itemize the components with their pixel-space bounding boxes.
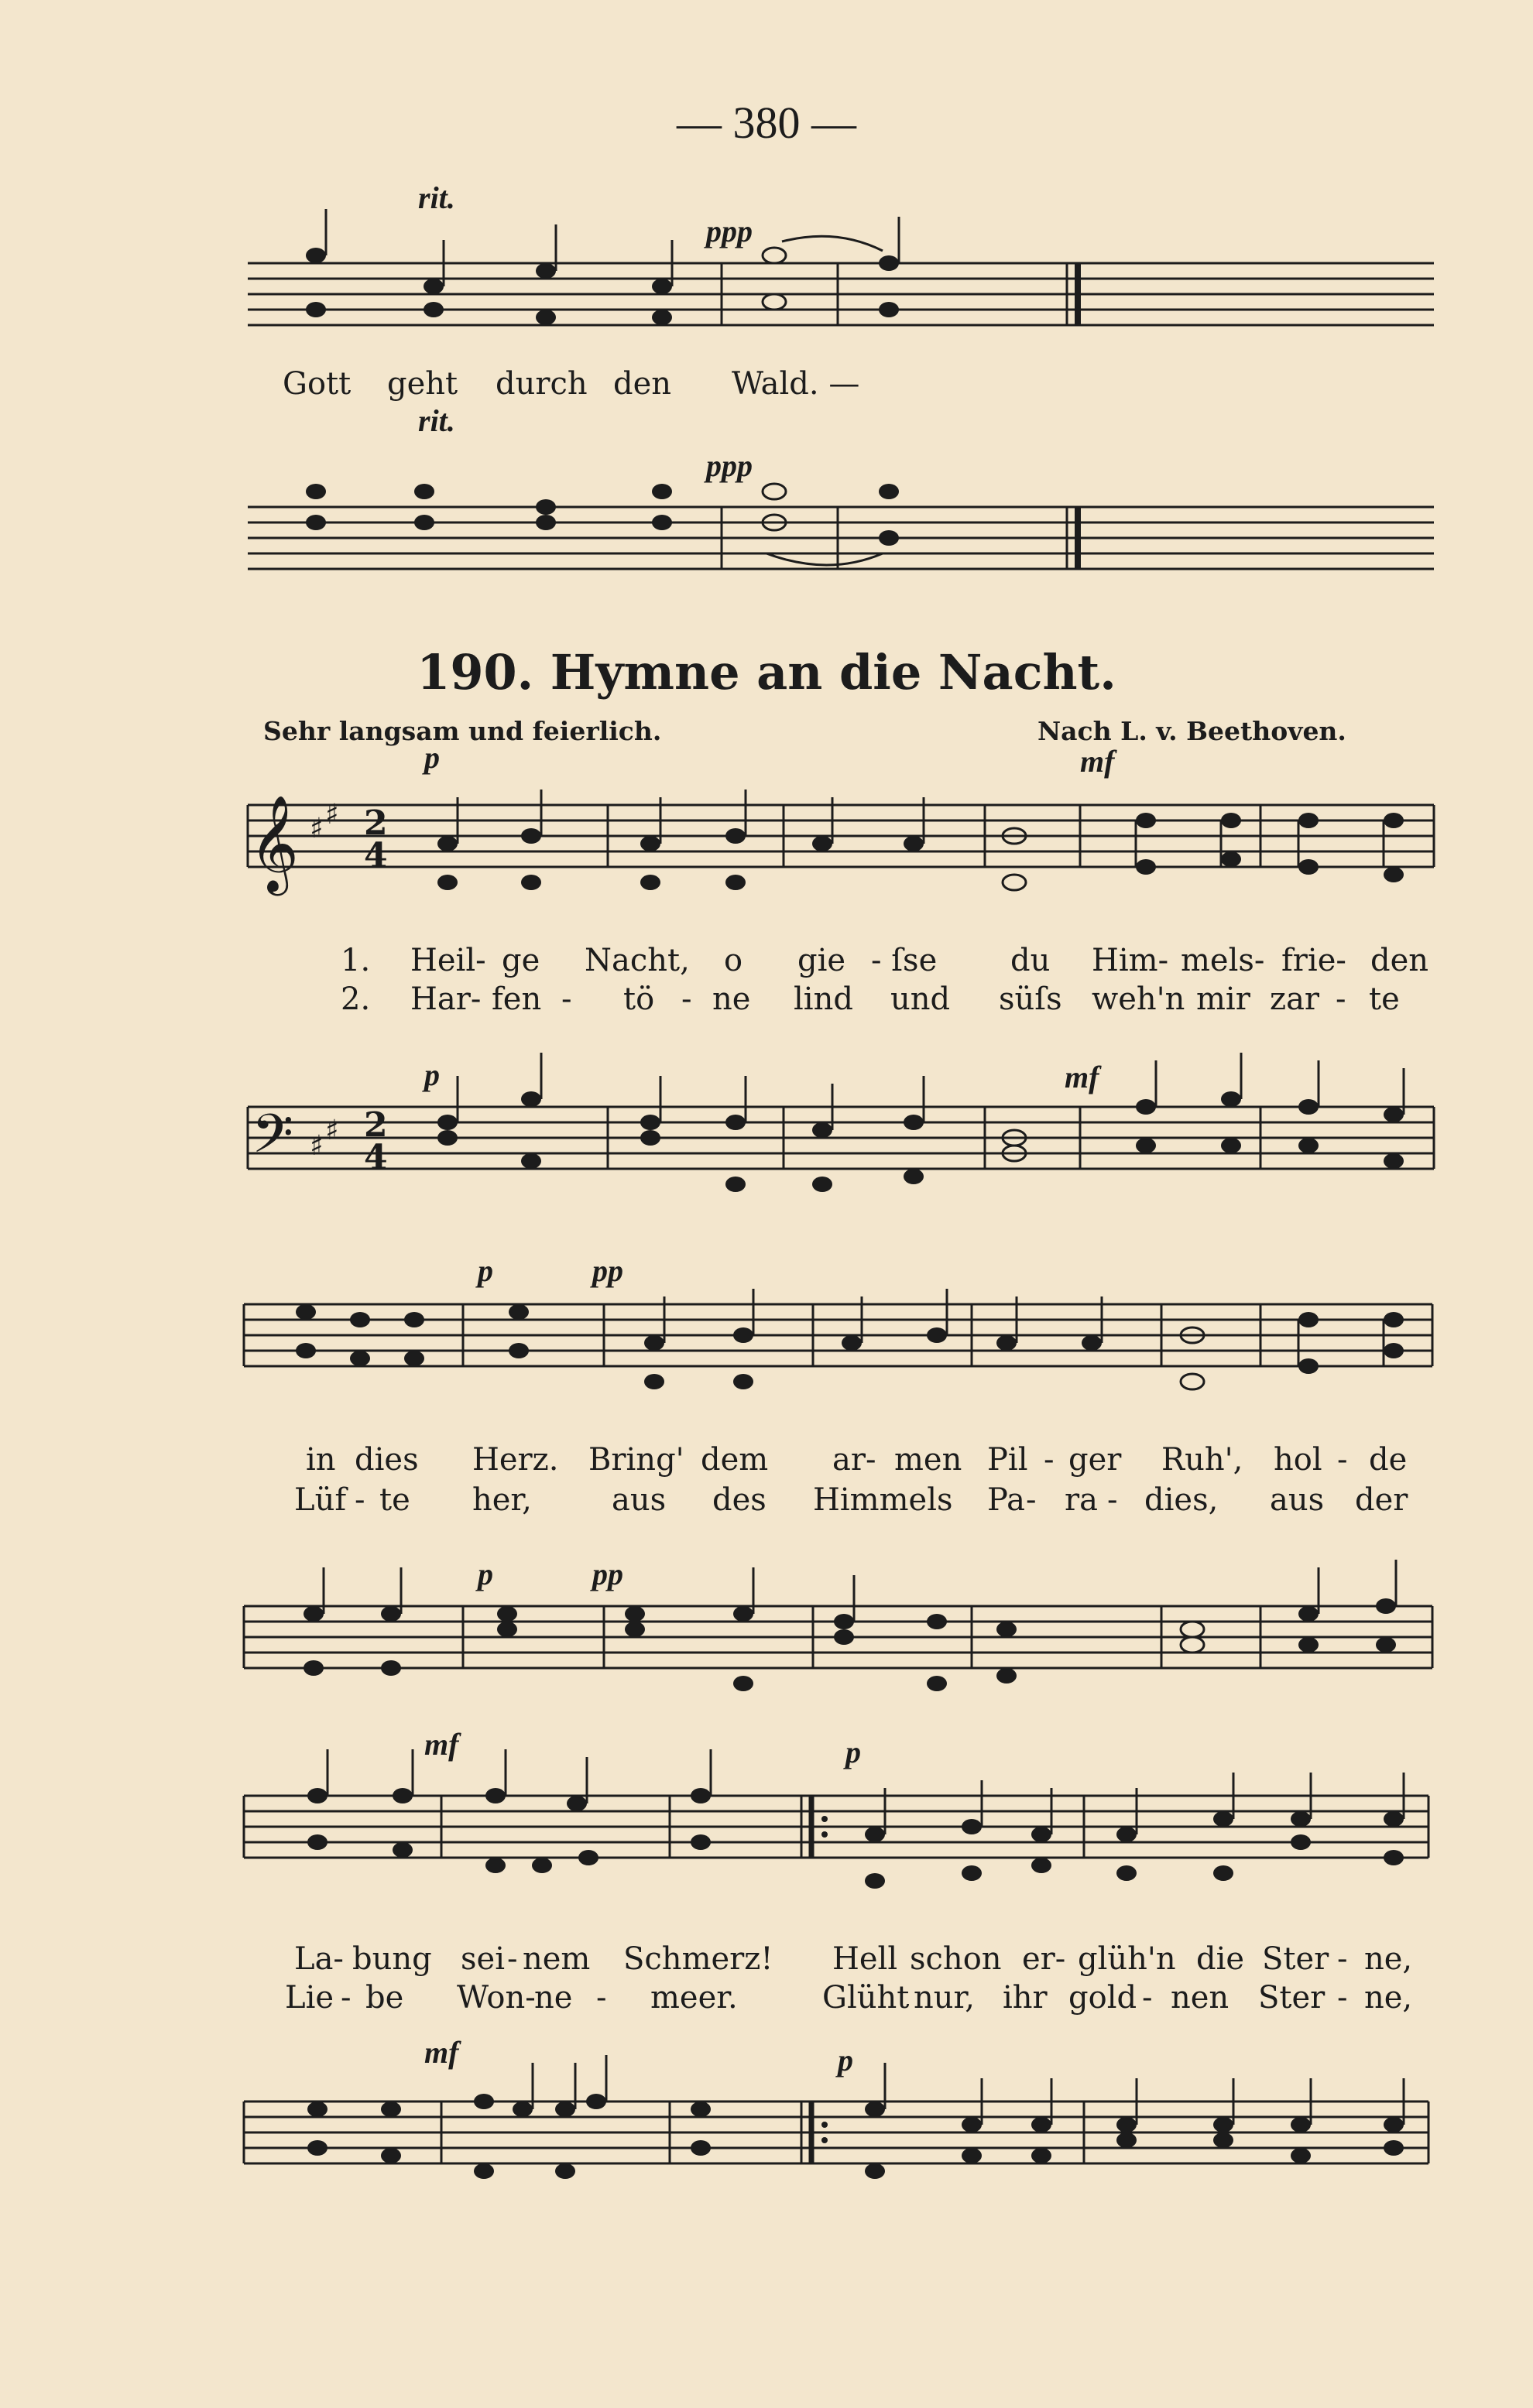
s2-v1-1: dies <box>355 1442 419 1478</box>
s1-v2-2: fen <box>492 981 542 1017</box>
s1-v2-0: 2. <box>341 981 371 1017</box>
top-lyric-5: Wald. — <box>732 366 860 402</box>
s1-v1-3: Nacht, <box>585 943 690 978</box>
s2-v2-0: Lüf <box>294 1482 347 1518</box>
s2-v1-11: hol <box>1274 1442 1322 1478</box>
s3-v1-4: nem <box>523 1941 591 1977</box>
s2-v2-11: dies, <box>1144 1482 1219 1518</box>
dynamic-mf-s3-bass: mf <box>424 2035 459 2070</box>
s2-v2-9: ra <box>1065 1482 1098 1518</box>
s3-v1-1: bung <box>352 1941 432 1977</box>
s1-v2-13: - <box>1336 981 1346 1017</box>
dynamic-mf: mf <box>1080 744 1115 779</box>
page-number: — 380 — <box>677 98 856 148</box>
s2-v2-10: - <box>1107 1482 1118 1518</box>
s1-v1-0: 1. <box>341 943 371 978</box>
s1-v1-11: den <box>1370 943 1429 978</box>
svg-text:𝄢: 𝄢 <box>252 1102 294 1178</box>
s2-v2-6: Himmels <box>813 1482 953 1518</box>
svg-text:2: 2 <box>364 803 388 843</box>
s3-v1-7: schon <box>910 1941 1002 1977</box>
s3-v1-12: - <box>1337 1941 1348 1977</box>
dynamic-p-s3: p <box>845 1735 861 1769</box>
s3-v2-0: Lie <box>285 1980 334 2016</box>
rit-marking-upper: rit. <box>418 180 455 215</box>
s3-v1-3: - <box>507 1941 518 1977</box>
s1-v2-7: lind <box>794 981 853 1017</box>
dynamic-p-s3-bass: p <box>838 2043 853 2077</box>
composer-attribution: Nach L. v. Beethoven. <box>1037 716 1346 746</box>
s1-v1-8: Him- <box>1092 943 1169 978</box>
s3-v2-6: meer. <box>650 1980 738 2016</box>
s3-v1-0: La- <box>294 1941 344 1977</box>
s1-v2-9: süſs <box>999 981 1062 1017</box>
s3-v2-5: - <box>596 1980 607 2016</box>
s2-v1-5: ar- <box>832 1442 876 1478</box>
dynamic-p-s2-bass: p <box>478 1557 493 1591</box>
system1-treble-staff <box>0 797 1533 906</box>
s2-v2-1: - <box>355 1482 365 1518</box>
system3-treble-staff <box>0 1788 1533 1896</box>
s2-v1-4: dem <box>701 1442 769 1478</box>
dynamic-p-s2: p <box>478 1253 493 1288</box>
system1-bass-staff <box>0 1099 1533 1207</box>
svg-text:4: 4 <box>364 1138 388 1177</box>
s1-v2-5: - <box>681 981 692 1017</box>
s3-v2-8: nur, <box>914 1980 975 2016</box>
s3-v2-14: - <box>1337 1980 1348 2016</box>
dynamic-pp-s2: pp <box>592 1253 623 1288</box>
s3-v2-11: - <box>1142 1980 1153 2016</box>
rit-marking-lower: rit. <box>418 403 455 438</box>
s1-v1-10: frie- <box>1281 943 1346 978</box>
s2-v1-3: Bring' <box>588 1442 684 1478</box>
s3-v2-4: ne <box>534 1980 573 2016</box>
ppp-marking-upper: ppp <box>706 214 753 248</box>
s2-v1-10: Ruh', <box>1161 1442 1243 1478</box>
dynamic-p: p <box>424 740 440 775</box>
top-lyric-1: Gott <box>283 366 352 402</box>
s1-v1-6: - ſse <box>871 943 938 978</box>
s2-v1-8: - <box>1044 1442 1055 1478</box>
svg-text:2: 2 <box>364 1105 388 1145</box>
system3-bass-staff <box>0 2094 1533 2202</box>
s2-v2-8: - <box>1026 1482 1037 1518</box>
ppp-marking-lower: ppp <box>706 448 753 483</box>
s1-v1-9: mels- <box>1181 943 1265 978</box>
s3-v1-11: Ster <box>1262 1941 1329 1977</box>
s2-v2-3: her, <box>472 1482 532 1518</box>
s2-v1-2: Herz. <box>472 1442 559 1478</box>
svg-text:♯: ♯ <box>310 813 324 844</box>
s3-v1-13: ne, <box>1364 1941 1413 1977</box>
s3-v1-10: die <box>1196 1941 1245 1977</box>
s3-v1-6: Hell <box>832 1941 898 1977</box>
s2-v1-0: in <box>306 1442 336 1478</box>
s2-v2-12: aus <box>1270 1482 1325 1518</box>
s2-v2-2: te <box>379 1482 410 1518</box>
svg-text:♯: ♯ <box>325 1115 339 1146</box>
dynamic-mf-s3: mf <box>424 1727 459 1762</box>
svg-text:𝄞: 𝄞 <box>249 795 299 892</box>
s2-v2-7: Pa <box>987 1482 1025 1518</box>
s1-v2-6: ne <box>712 981 751 1017</box>
svg-text:♯: ♯ <box>325 799 339 831</box>
s1-v2-12: zar <box>1270 981 1320 1017</box>
s3-v1-9: glüh'n <box>1078 1941 1176 1977</box>
s2-v2-13: der <box>1355 1482 1408 1518</box>
svg-text:4: 4 <box>364 836 388 875</box>
s3-v2-9: ihr <box>1003 1980 1048 2016</box>
s2-v1-12: - <box>1337 1442 1348 1478</box>
s2-v1-7: Pil <box>987 1442 1028 1478</box>
dynamic-pp-s2-bass: pp <box>592 1557 623 1591</box>
s1-v2-4: tö <box>623 981 655 1017</box>
s3-v2-13: Ster <box>1258 1980 1326 2016</box>
s3-v2-3: Won- <box>457 1980 536 2016</box>
s3-v2-15: ne, <box>1364 1980 1413 2016</box>
s1-v1-7: du <box>1010 943 1051 978</box>
s3-v2-7: Glüht <box>822 1980 910 2016</box>
system2-bass-staff <box>0 1598 1533 1707</box>
s2-v1-9: ger <box>1068 1442 1122 1478</box>
s1-v2-10: weh'n <box>1092 981 1185 1017</box>
top-lyric-2: geht <box>387 366 458 402</box>
s3-v2-1: - <box>341 1980 352 2016</box>
svg-text:♯: ♯ <box>310 1130 324 1162</box>
s1-v2-11: mir <box>1196 981 1250 1017</box>
s1-v1-2: ge <box>502 943 540 978</box>
s2-v2-4: aus <box>612 1482 667 1518</box>
s3-v1-8: er- <box>1022 1941 1066 1977</box>
s3-v2-12: nen <box>1171 1980 1229 2016</box>
s2-v1-6: men <box>894 1442 962 1478</box>
s1-v2-1: Har- <box>410 981 482 1017</box>
s3-v1-5: Schmerz! <box>623 1941 773 1977</box>
system2-treble-staff <box>0 1296 1533 1405</box>
top-lower-staff <box>0 499 1533 592</box>
s1-v1-5: gie <box>797 943 846 978</box>
s1-v2-3: - <box>561 981 572 1017</box>
s3-v2-10: gold <box>1068 1980 1137 2016</box>
dynamic-p-bass: p <box>424 1057 440 1092</box>
s1-v2-14: te <box>1369 981 1400 1017</box>
top-lyric-4: den <box>613 366 672 402</box>
hymn-title: 190. Hymne an die Nacht. <box>417 644 1116 700</box>
s1-v2-8: und <box>890 981 951 1017</box>
s2-v2-5: des <box>712 1482 766 1518</box>
s1-v1-1: Heil- <box>410 943 486 978</box>
s3-v2-2: be <box>365 1980 404 2016</box>
top-upper-staff <box>0 255 1533 348</box>
dynamic-mf-bass: mf <box>1065 1060 1099 1094</box>
top-lyric-3: durch <box>496 366 588 402</box>
s3-v1-2: sei <box>461 1941 505 1977</box>
tempo-marking: Sehr langsam und feierlich. <box>263 716 662 746</box>
s2-v1-13: de <box>1369 1442 1408 1478</box>
s1-v1-4: o <box>724 943 743 978</box>
